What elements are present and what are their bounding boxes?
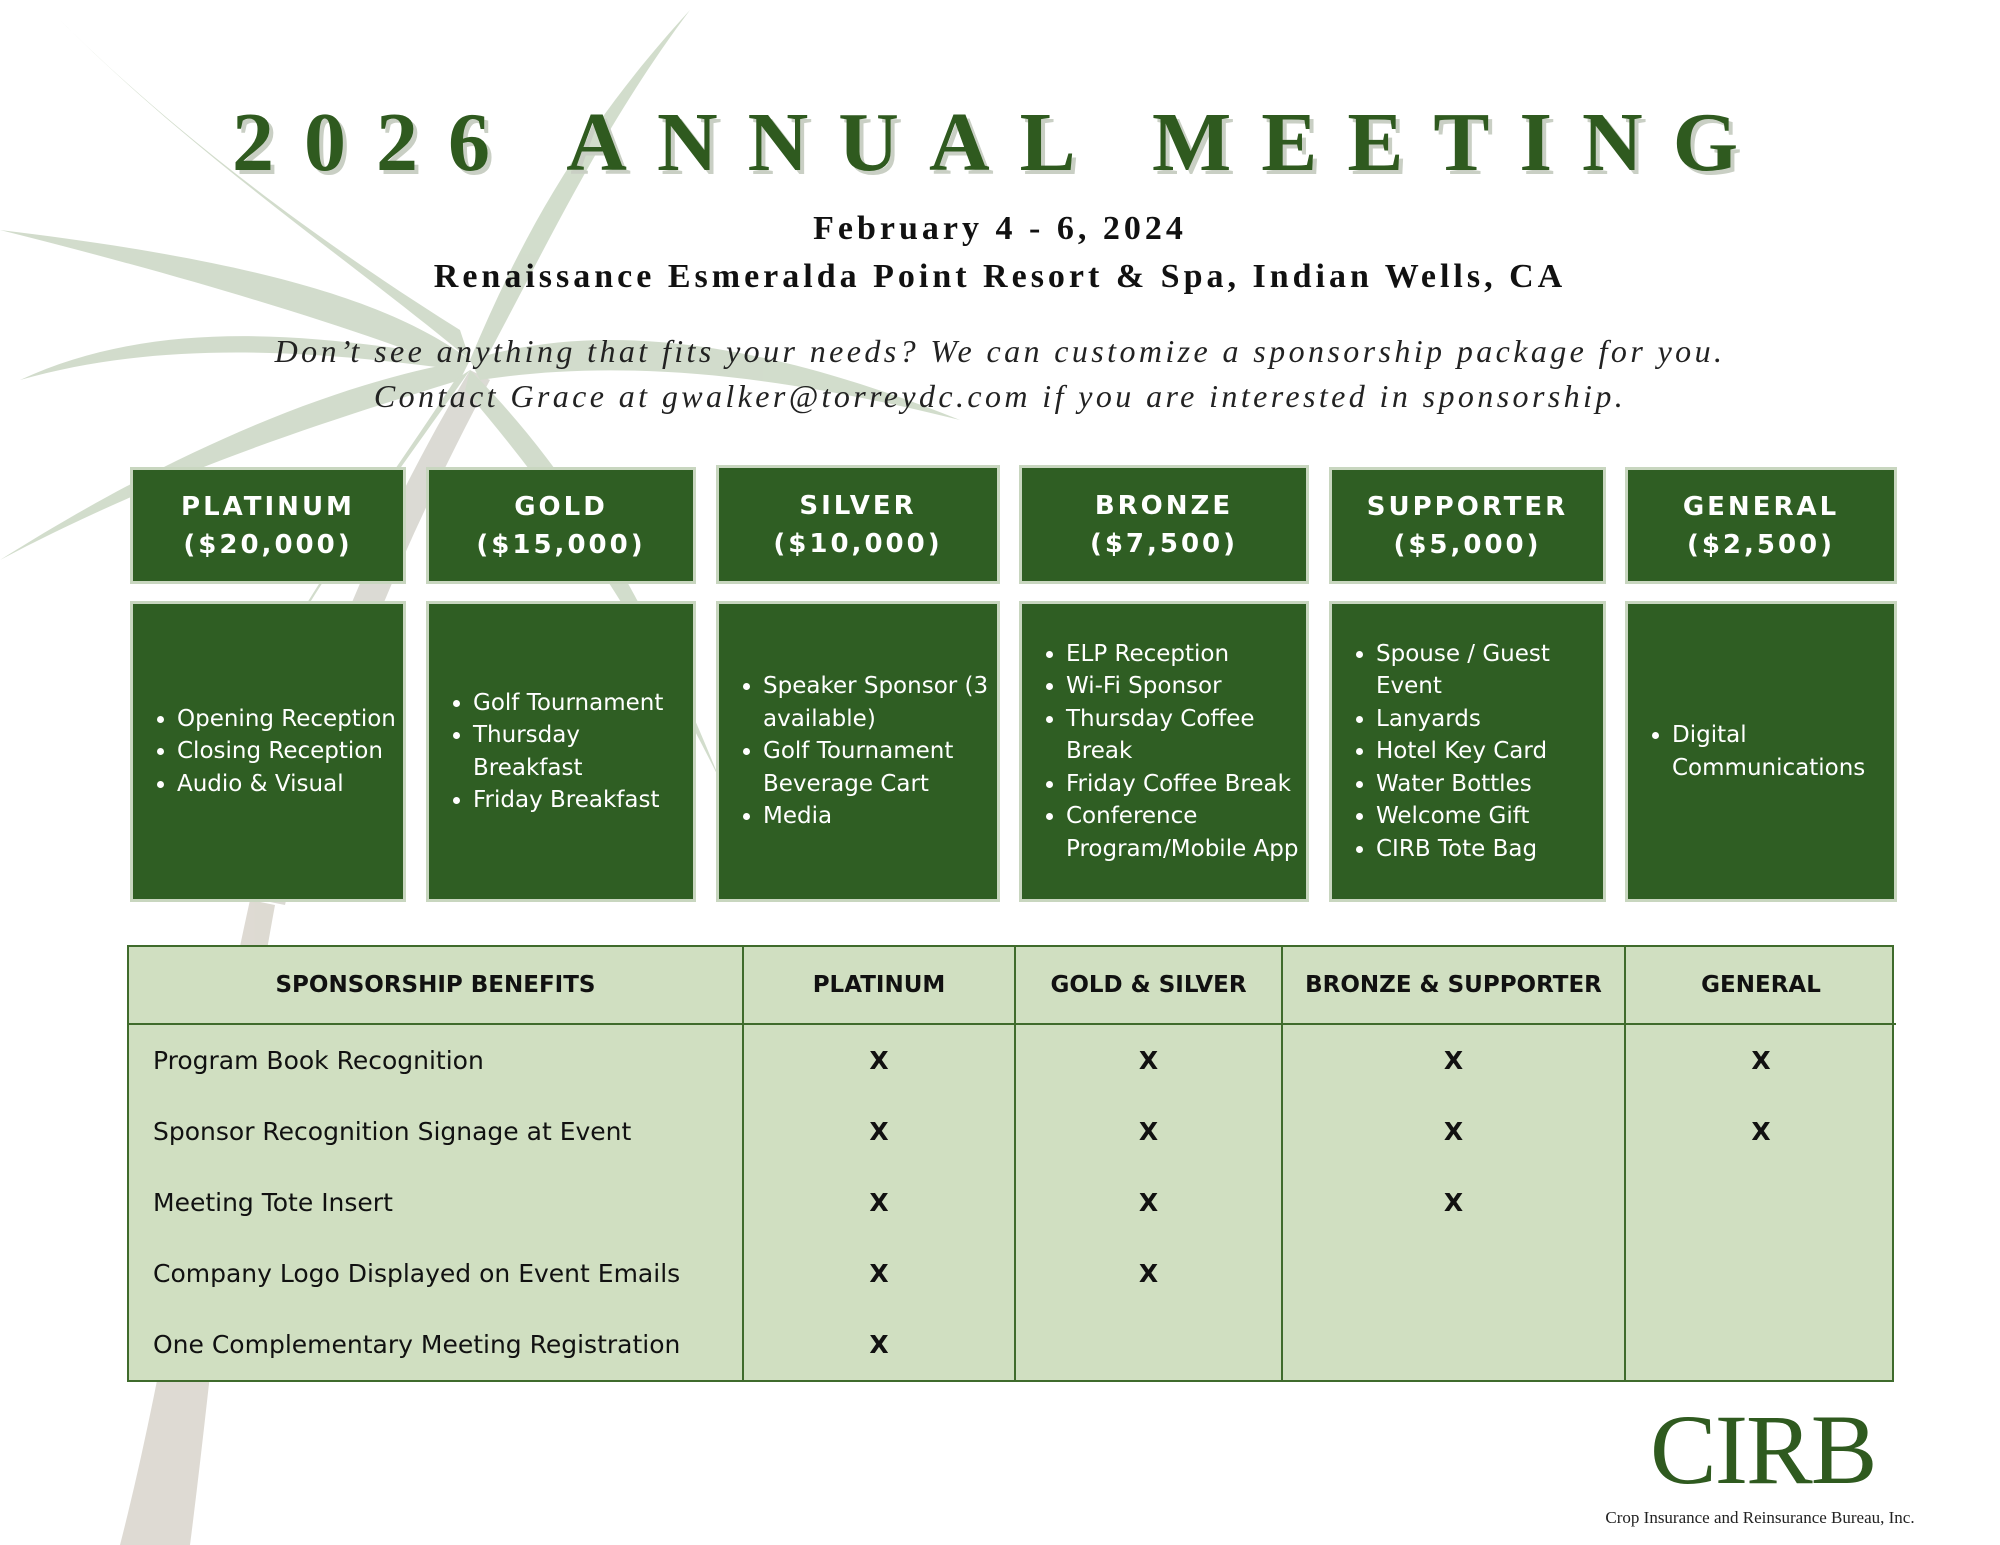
benefit-label: Meeting Tote Insert (129, 1167, 743, 1238)
benefit-check: X (1282, 1096, 1625, 1167)
list-item: • Digital Communications (1672, 719, 1888, 784)
list-item: • Closing Reception (177, 735, 397, 768)
list-item: • Thursday Breakfast (473, 719, 687, 784)
column-header: GOLD & SILVER (1015, 947, 1282, 1024)
tier-supporter-header (1329, 467, 1606, 584)
list-item: • Media (763, 800, 991, 833)
benefit-check: X (1282, 1024, 1625, 1096)
list-item: • ELP Reception (1066, 638, 1300, 671)
table-header-row (129, 947, 1896, 1024)
table-row (129, 1167, 1896, 1238)
benefit-label: One Complementary Meeting Registration (129, 1309, 743, 1380)
benefit-label: Program Book Recognition (129, 1024, 743, 1096)
benefit-check (1282, 1238, 1625, 1309)
tier-name: BRONZE (1094, 490, 1234, 521)
page-title: 2026 ANNUAL MEETING (231, 96, 1769, 189)
list-item: • Wi-Fi Sponsor (1066, 670, 1300, 703)
tier-bronze-header (1019, 465, 1309, 584)
benefit-check (1625, 1167, 1896, 1238)
column-header: PLATINUM (743, 947, 1015, 1024)
tier-price: ($15,000) (476, 529, 646, 560)
list-item: • Golf Tournament Beverage Cart (763, 735, 991, 800)
benefit-check: X (1015, 1024, 1282, 1096)
list-item: • Golf Tournament (473, 687, 687, 720)
benefit-check (1282, 1309, 1625, 1380)
table-row (129, 1309, 1896, 1380)
tier-bronze-items (1019, 601, 1309, 902)
tier-name: SUPPORTER (1366, 491, 1569, 522)
table-row (129, 1024, 1896, 1096)
benefit-check (1015, 1309, 1282, 1380)
tier-name: SILVER (799, 490, 917, 521)
benefits-table (127, 945, 1894, 1382)
list-item: • Opening Reception (177, 703, 397, 736)
list-item: • Friday Breakfast (473, 784, 687, 817)
list-item: • Hotel Key Card (1376, 735, 1597, 768)
tier-price: ($7,500) (1089, 528, 1239, 559)
benefit-check: X (743, 1024, 1015, 1096)
benefit-check (1625, 1309, 1896, 1380)
tier-general-header (1625, 467, 1897, 584)
tier-gold-items (426, 601, 696, 902)
benefit-label: Sponsor Recognition Signage at Event (129, 1096, 743, 1167)
list-item: • Lanyards (1376, 703, 1597, 736)
tier-name: GOLD (514, 491, 608, 522)
list-item: • Friday Coffee Break (1066, 768, 1300, 801)
tier-platinum-header (130, 467, 406, 584)
list-item: • Conference Program/Mobile App (1066, 800, 1300, 865)
benefit-check: X (1282, 1167, 1625, 1238)
benefit-check: X (1015, 1167, 1282, 1238)
tier-price: ($2,500) (1686, 529, 1836, 560)
benefit-label: Company Logo Displayed on Event Emails (129, 1238, 743, 1309)
benefit-check: X (743, 1309, 1015, 1380)
tagline-contact: Contact Grace at gwalker@torreydc.com if you are interested in sponsorship. (373, 378, 1627, 414)
tier-silver-header (716, 465, 1000, 584)
tier-name: GENERAL (1682, 491, 1840, 522)
cirb-logo-subtitle: Crop Insurance and Reinsurance Bureau, Inc. (1605, 1508, 1915, 1527)
column-header: BRONZE & SUPPORTER (1282, 947, 1625, 1024)
tier-general-items (1625, 601, 1897, 902)
column-header: SPONSORSHIP BENEFITS (129, 947, 743, 1024)
list-item: • Water Bottles (1376, 768, 1597, 801)
benefit-check: X (1015, 1238, 1282, 1309)
table-row (129, 1096, 1896, 1167)
list-item: • Thursday Coffee Break (1066, 703, 1300, 768)
list-item: • CIRB Tote Bag (1376, 833, 1597, 866)
list-item: • Speaker Sponsor (3 available) (763, 670, 991, 735)
tier-price: ($20,000) (183, 529, 353, 560)
list-item: • Welcome Gift (1376, 800, 1597, 833)
tier-name: PLATINUM (181, 491, 355, 522)
event-venue: Renaissance Esmeralda Point Resort & Spa, Indian Wells, CA (433, 258, 1567, 295)
tier-price: ($5,000) (1393, 529, 1542, 560)
benefit-check: X (743, 1238, 1015, 1309)
benefit-check: X (1751, 1046, 1771, 1075)
tier-supporter-items (1329, 601, 1606, 902)
benefit-check: X (743, 1167, 1015, 1238)
tier-platinum-items (130, 601, 406, 902)
cirb-logo: CIRB (1650, 1394, 1876, 1505)
benefit-check: X (1751, 1117, 1771, 1146)
tier-silver-items (716, 601, 1000, 902)
benefit-check (1625, 1238, 1896, 1309)
column-header: GENERAL (1625, 947, 1896, 1024)
event-dates: February 4 - 6, 2024 (813, 210, 1187, 247)
list-item: • Spouse / Guest Event (1376, 638, 1597, 703)
list-item: • Audio & Visual (177, 768, 397, 801)
benefit-check: X (1015, 1096, 1282, 1167)
benefit-check: X (743, 1096, 1015, 1167)
tier-price: ($10,000) (773, 528, 943, 559)
tier-gold-header (426, 467, 696, 584)
tagline-customize: Don’t see anything that fits your needs? We can customize a sponsorship package for you. (274, 333, 1726, 369)
table-row (129, 1238, 1896, 1309)
